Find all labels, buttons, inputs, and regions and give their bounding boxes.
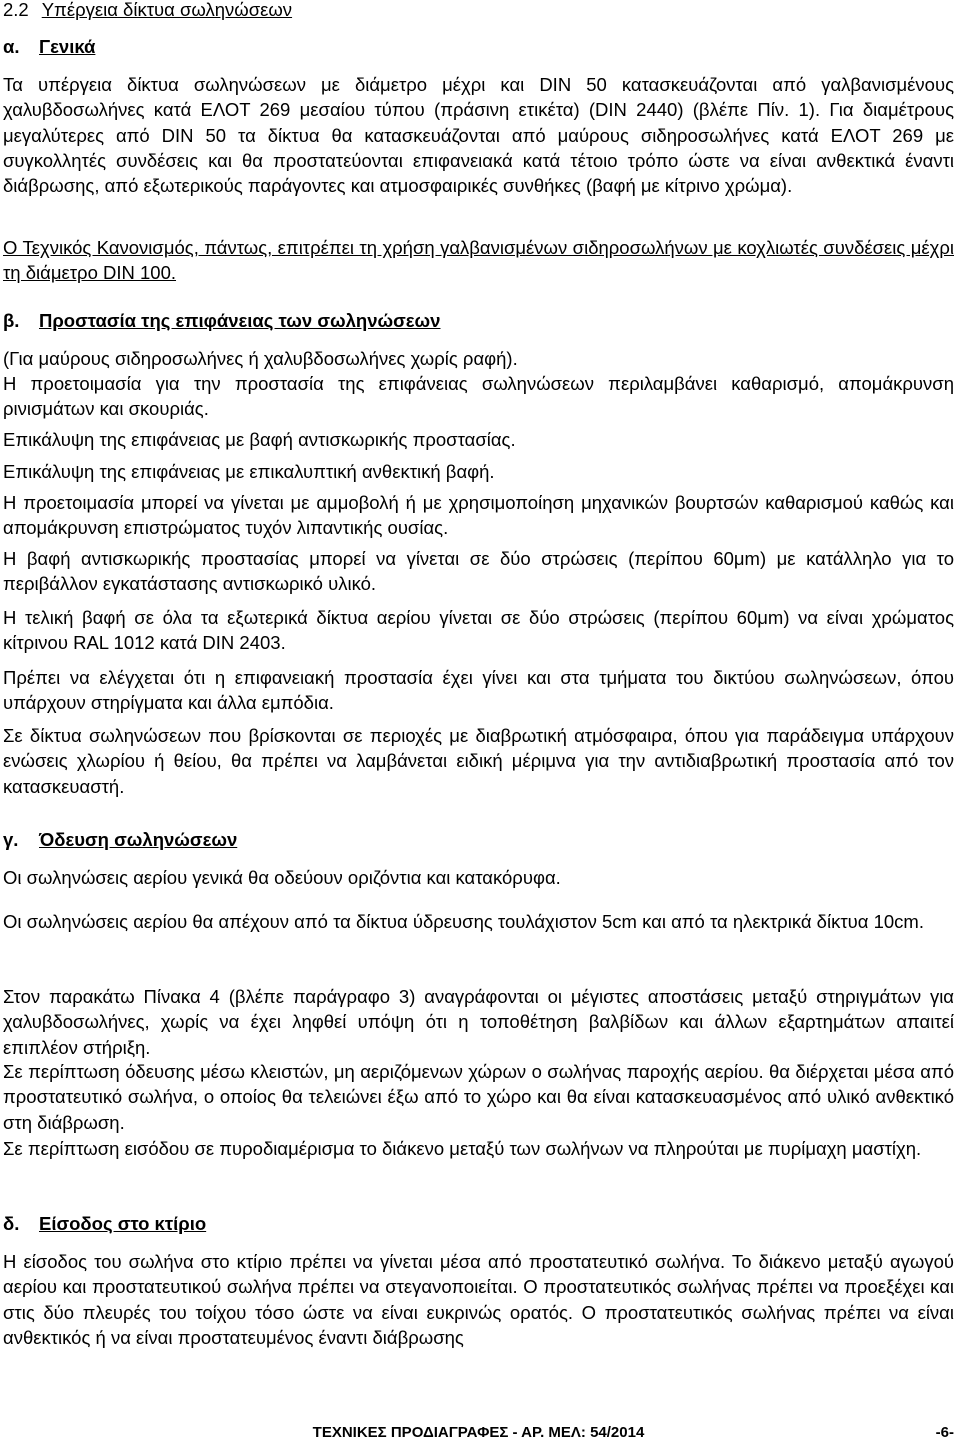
- paragraph-b1: (Για μαύρους σιδηροσωλήνες ή χαλυβδοσωλήνες χωρίς ραφή).: [3, 348, 518, 369]
- subsection-a-label: α.: [3, 36, 20, 57]
- subsection-d-heading: [3, 1212, 206, 1236]
- paragraph-c3: Στον παρακάτω Πίνακα 4 (βλέπε παράγραφο 3) αναγράφονται οι μέγιστες αποστάσεις μεταξύ στηριγμάτων για χαλυβδοσωλήνες, χωρίς να έχει ληφθεί υπόψη ότι η τοποθέτηση βαλβίδων και άλλων εξαρτημάτων απαιτεί επιπλέον στήριξη.: [3, 986, 954, 1058]
- paragraph-c1: Οι σωληνώσεις αερίου γενικά θα οδεύουν οριζόντια και κατακόρυφα.: [3, 867, 561, 888]
- subsection-b-title: Προστασία της επιφάνειας των σωληνώσεων: [39, 310, 441, 331]
- paragraph-c2: Οι σωληνώσεις αερίου θα απέχουν από τα δίκτυα ύδρευσης τουλάχιστον 5cm και από τα ηλεκτρικά δίκτυα 10cm.: [3, 911, 924, 932]
- paragraph-d1: Η είσοδος του σωλήνα στο κτίριο πρέπει να γίνεται μέσα από προστατευτικό σωλήνα. Το διάκενο μεταξύ αγωγού αερίου και προστατευτικού σωλήνα πρέπει να στεγανοποιείται. Ο προστατευτικός σωλήνας πρέπει να προεξέχει και στις δύο πλευρές του τοίχου τόσο ώστε να είναι ευκρινώς ορατός. Ο προστατευτικός σωλήνας πρέπει να είναι ανθεκτικός ή να είναι προστατευμένος έναντι διάβρωσης: [3, 1251, 954, 1348]
- paragraph-c5: Σε περίπτωση εισόδου σε πυροδιαμέρισμα το διάκενο μεταξύ των σωλήνων να πληρούται με πυρίμαχη μαστίχη.: [3, 1138, 922, 1159]
- subsection-c-heading: [3, 828, 237, 852]
- subsection-a-heading: [3, 35, 95, 59]
- section-number: 2.2: [3, 0, 29, 20]
- section-title: Υπέργεια δίκτυα σωληνώσεων: [41, 0, 293, 20]
- paragraph-b9: Σε δίκτυα σωληνώσεων που βρίσκονται σε περιοχές με διαβρωτική ατμόσφαιρα, όπου για παράδειγμα υπάρχουν ενώσεις χλωρίου ή θείου, θα πρέπει να λαμβάνεται ειδική μέριμνα για την αντιδιαβρωτική προστασία από τον κατασκευαστή.: [3, 725, 954, 797]
- subsection-c-label: γ.: [3, 829, 19, 850]
- paragraph-b8: Πρέπει να ελέγχεται ότι η επιφανειακή προστασία έχει γίνει και στα τμήματα του δικτύου σωληνώσεων, όπου υπάρχουν στηρίγματα και άλλα εμπόδια.: [3, 667, 954, 714]
- subsection-a-title: Γενικά: [39, 36, 96, 57]
- subsection-c-title: Όδευση σωληνώσεων: [39, 829, 238, 850]
- subsection-b-heading: [3, 309, 440, 333]
- paragraph-b2: Η προετοιμασία για την προστασία της επιφάνειας σωληνώσεων περιλαμβάνει καθαρισμό, απομάκρυνση ρινισμάτων και σκουριάς.: [3, 373, 954, 420]
- paragraph-b7: Η τελική βαφή σε όλα τα εξωτερικά δίκτυα αερίου γίνεται σε δύο στρώσεις (περίπου 60μm) να είναι χρώματος κίτρινου RAL 1012 κατά DIN 2403.: [3, 607, 954, 654]
- paragraph-a1: Τα υπέργεια δίκτυα σωληνώσεων με διάμετρο μέχρι και DIN 50 κατασκευάζονται από γαλβανισμένους χαλυβδοσωλήνες κατά ΕΛΟΤ 269 μεσαίου τύπου (πράσινη ετικέτα) (DIN 2440) (βλέπε Πίν. 1). Για διαμέτρους μεγαλύτερες από DIN 50 τα δίκτυα θα κατασκευάζονται από μαύρους σιδηροσωλήνες κατά ΕΛΟΤ 269 με συγκολλητές συνδέσεις και θα προστατεύονται επιφανειακά κατά τέτοιο τρόπο ώστε να είναι ανθεκτικά έναντι διάβρωσης, από εξωτερικούς παράγοντες και ατμοσφαιρικές συνθήκες (βαφή με κίτρινο χρώμα).: [3, 74, 954, 197]
- paragraph-a2: Ο Τεχνικός Κανονισμός, πάντως, επιτρέπει τη χρήση γαλβανισμένων σιδηροσωλήνων με κοχλιωτές συνδέσεις μέχρι τη διάμετρο DIN 100.: [3, 237, 954, 284]
- paragraph-b6: Η βαφή αντισκωρικής προστασίας μπορεί να γίνεται σε δύο στρώσεις (περίπου 60μm) με κατάλληλο για το περιβάλλον εγκατάστασης αντισκωρικό υλικό.: [3, 548, 954, 595]
- paragraph-b5: Η προετοιμασία μπορεί να γίνεται με αμμοβολή ή με χρησιμοποίηση μηχανικών βουρτσών καθαρισμού καθώς και απομάκρυνση επιστρώματος τυχόν λιπαντικής ουσίας.: [3, 492, 954, 539]
- subsection-d-title: Είσοδος στο κτίριο: [39, 1213, 207, 1234]
- paragraph-c4: Σε περίπτωση όδευσης μέσω κλειστών, μη αεριζόμενων χώρων ο σωλήνας παροχής αερίου. θα διέρχεται μέσα από προστατευτικό σωλήνα, ο οποίος θα τελειώνει έξω από το χώρο και θα είναι κατασκευασμένος από υλικό ανθεκτικό στη διάβρωση.: [3, 1061, 954, 1133]
- page-number: -6-: [935, 1424, 954, 1441]
- footer-text: ΤΕΧΝΙΚΕΣ ΠΡΟΔΙΑΓΡΑΦΕΣ - ΑΡ. ΜΕΛ: 54/2014: [312, 1424, 645, 1441]
- paragraph-b4: Επικάλυψη της επιφάνειας με επικαλυπτική ανθεκτική βαφή.: [3, 461, 495, 482]
- subsection-b-label: β.: [3, 310, 20, 331]
- section-heading: [3, 0, 292, 22]
- subsection-d-label: δ.: [3, 1213, 20, 1234]
- paragraph-b3: Επικάλυψη της επιφάνειας με βαφή αντισκωρικής προστασίας.: [3, 429, 516, 450]
